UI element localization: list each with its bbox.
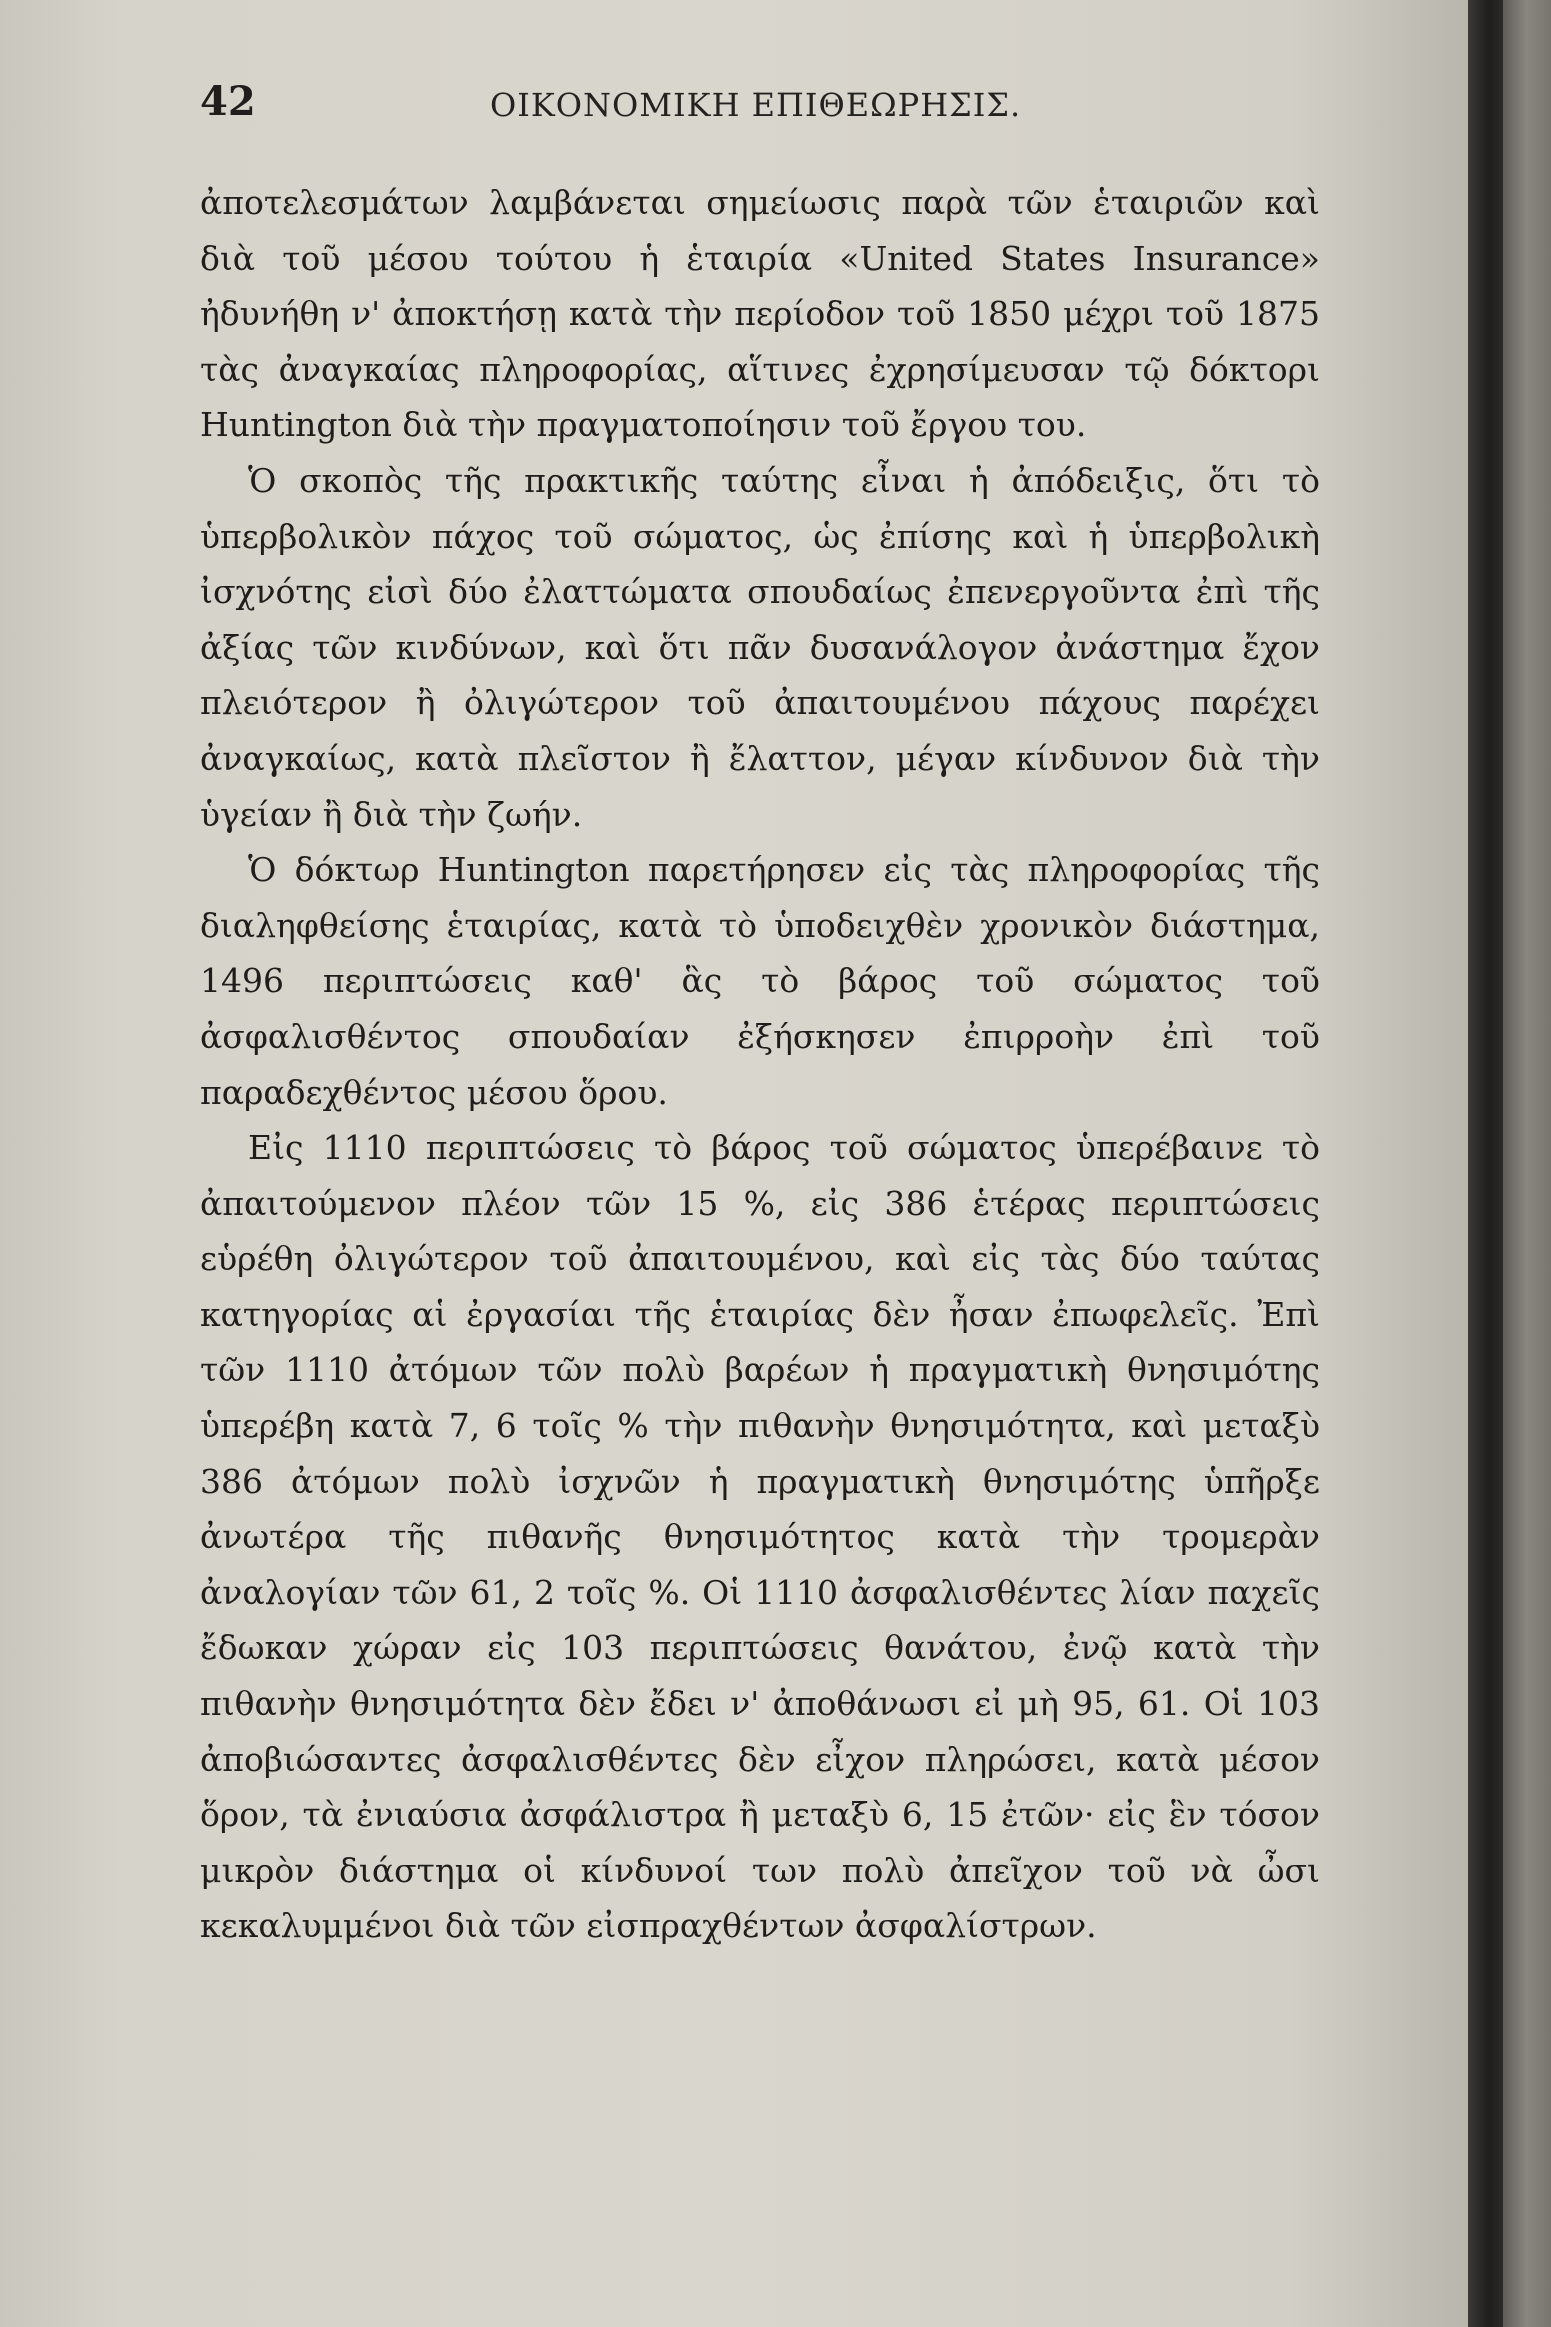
page-number: 42 bbox=[200, 78, 256, 125]
running-title: ΟΙΚΟΝΟΜΙΚΗ ΕΠΙΘΕΩΡΗΣΙΣ. bbox=[490, 86, 1022, 124]
paragraph-3: Ὁ δόκτωρ Huntington παρετήρησεν εἰς τὰς πληροφορίας τῆς διαληφθείσης ἑταιρίας, κατὰ τὸ ὑποδειχθὲν χρονικὸν διάστημα, 1496 περιπτώσεις καθ' ἃς τὸ βάρος τοῦ σώματος τοῦ ἀσφαλισθέντος σπουδαίαν ἐξήσκησεν ἐπιρροὴν ἐπὶ τοῦ παραδεχθέντος μέσου ὅρου. bbox=[200, 850, 1320, 1112]
facing-page-edge bbox=[1503, 0, 1551, 2327]
book-gutter bbox=[1468, 0, 1503, 2327]
page-header bbox=[200, 78, 1340, 138]
body-text bbox=[200, 175, 1320, 1954]
paragraph-4: Εἰς 1110 περιπτώσεις τὸ βάρος τοῦ σώματος ὑπερέβαινε τὸ ἀπαιτούμενον πλέον τῶν 15 %, εἰς 386 ἑτέρας περιπτώσεις εὑρέθη ὀλιγώτερον τοῦ ἀπαιτουμένου, καὶ εἰς τὰς δύο ταύτας κατηγορίας αἱ ἐργασίαι τῆς ἑταιρίας δὲν ἦσαν ἐπωφελεῖς. Ἐπὶ τῶν 1110 ἀτόμων τῶν πολὺ βαρέων ἡ πραγματικὴ θνησιμότης ὑπερέβη κατὰ 7, 6 τοῖς % τὴν πιθανὴν θνησιμότητα, καὶ μεταξὺ 386 ἀτόμων πολὺ ἰσχνῶν ἡ πραγματικὴ θνησιμότης ὑπῆρξε ἀνωτέρα τῆς πιθανῆς θνησιμότητος κατὰ τὴν τρομερὰν ἀναλογίαν τῶν 61, 2 τοῖς %. Οἱ 1110 ἀσφαλισθέντες λίαν παχεῖς ἔδωκαν χώραν εἰς 103 περιπτώσεις θανάτου, ἐνῷ κατὰ τὴν πιθανὴν θνησιμότητα δὲν ἔδει ν' ἀποθάνωσι εἰ μὴ 95, 61. Οἱ 103 ἀποβιώσαντες ἀσφαλισθέντες δὲν εἶχον πληρώσει, κατὰ μέσον ὅρον, τὰ ἐνιαύσια ἀσφάλιστρα ἢ μεταξὺ 6, 15 ἐτῶν· εἰς ἓν τόσον μικρὸν διάστημα οἱ κίνδυνοί των πολὺ ἀπεῖχον τοῦ νὰ ὦσι κεκαλυμμένοι διὰ τῶν εἰσπραχθέντων ἀσφαλίστρων. bbox=[200, 1128, 1320, 1946]
paragraph-1: ἀποτελεσμάτων λαμβάνεται σημείωσις παρὰ τῶν ἑταιριῶν καὶ διὰ τοῦ μέσου τούτου ἡ ἑταιρία «United States Insurance» ἠδυνήθη ν' ἀποκτήσῃ κατὰ τὴν περίοδον τοῦ 1850 μέχρι τοῦ 1875 τὰς ἀναγκαίας πληροφορίας, αἵτινες ἐχρησίμευσαν τῷ δόκτορι Huntington διὰ τὴν πραγματοποίησιν τοῦ ἔργου του. bbox=[200, 183, 1320, 445]
paragraph-2: Ὁ σκοπὸς τῆς πρακτικῆς ταύτης εἶναι ἡ ἀπόδειξις, ὅτι τὸ ὑπερβολικὸν πάχος τοῦ σώματος, ὡς ἐπίσης καὶ ἡ ὑπερβολικὴ ἰσχνότης εἰσὶ δύο ἐλαττώματα σπουδαίως ἐπενεργοῦντα ἐπὶ τῆς ἀξίας τῶν κινδύνων, καὶ ὅτι πᾶν δυσανάλογον ἀνάστημα ἔχον πλειότερον ἢ ὀλιγώτερον τοῦ ἀπαιτουμένου πάχους παρέχει ἀναγκαίως, κατὰ πλεῖστον ἢ ἔλαττον, μέγαν κίνδυνον διὰ τὴν ὑγείαν ἢ διὰ τὴν ζωήν. bbox=[200, 460, 1320, 834]
